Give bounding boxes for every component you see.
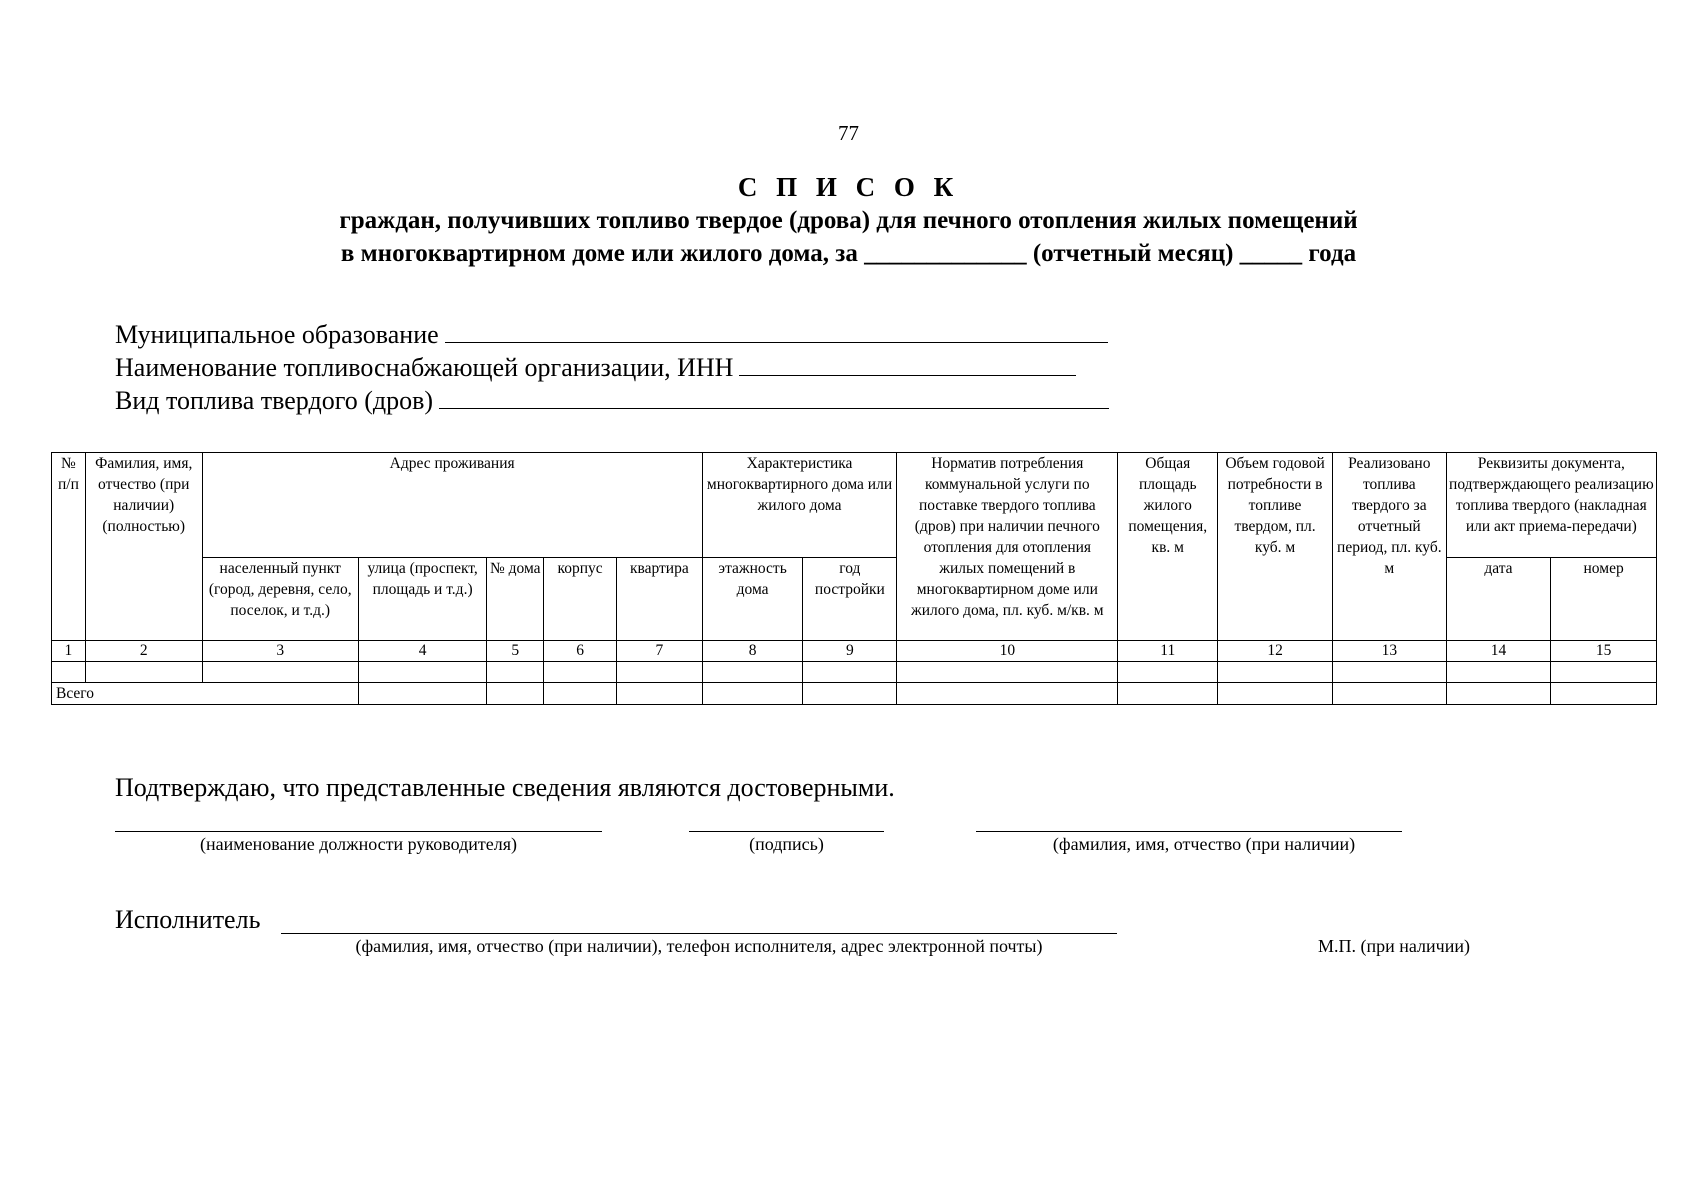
table-cell[interactable]	[487, 683, 544, 705]
col-num: 10	[897, 641, 1118, 662]
table-cell[interactable]	[1332, 683, 1446, 705]
header-norm: Норматив потребления коммунальной услуги по поставке твердого топлива (дров) при наличии печного отопления для отопления жилых помещений в многоквартирном доме или жилого дома, пл. куб. м/кв. м	[897, 453, 1118, 641]
header-sold: Реализовано топлива твердого за отчетный период, пл. куб. м	[1332, 453, 1446, 641]
table-row	[52, 662, 1657, 683]
table-cell[interactable]	[897, 683, 1118, 705]
table-cell[interactable]	[1118, 683, 1218, 705]
col-num: 8	[702, 641, 803, 662]
fuel-type-blank[interactable]	[439, 386, 1109, 409]
municipality-field	[115, 320, 1108, 350]
table-cell[interactable]	[803, 683, 897, 705]
header-num: № п/п	[52, 453, 86, 641]
table-cell[interactable]	[1446, 662, 1551, 683]
document-subtitle-line1: граждан, получивших топливо твердое (дрова) для печного отопления жилых помещений	[339, 207, 1358, 234]
stamp-placeholder: М.П. (при наличии)	[1318, 936, 1470, 956]
header-house: № дома	[487, 558, 544, 641]
total-row	[52, 683, 1657, 705]
supplier-label: Наименование топливоснабжающей организации, ИНН	[115, 353, 734, 382]
header-floors: этажность дома	[702, 558, 803, 641]
header-annual: Объем годовой потребности в топливе твердом, пл. куб. м	[1218, 453, 1333, 641]
table-cell[interactable]	[1218, 662, 1333, 683]
col-num: 11	[1118, 641, 1218, 662]
executor-label: Исполнитель	[115, 905, 261, 934]
table-cell[interactable]	[702, 683, 803, 705]
col-num: 1	[52, 641, 86, 662]
header-name: Фамилия, имя, отчество (при наличии) (полностью)	[85, 453, 202, 641]
table-cell[interactable]	[358, 683, 486, 705]
header-locality: населенный пункт (город, деревня, село, поселок, и т.д.)	[202, 558, 358, 641]
signature-line[interactable]	[689, 830, 884, 832]
col-num: 13	[1332, 641, 1446, 662]
position-signature-line[interactable]	[115, 830, 602, 832]
table-cell[interactable]	[1118, 662, 1218, 683]
full-name-signature-line[interactable]	[976, 830, 1402, 832]
table-cell[interactable]	[544, 683, 617, 705]
table-cell[interactable]	[1551, 683, 1657, 705]
col-num: 4	[358, 641, 486, 662]
table-cell[interactable]	[1218, 683, 1333, 705]
col-num: 2	[85, 641, 202, 662]
table-cell[interactable]	[544, 662, 617, 683]
table-cell[interactable]	[897, 662, 1118, 683]
signature-caption: (подпись)	[749, 834, 824, 854]
header-building: корпус	[544, 558, 617, 641]
fuel-type-field	[115, 386, 1109, 416]
table-cell[interactable]	[1446, 683, 1551, 705]
header-document: Реквизиты документа, подтверждающего реализацию топлива твердого (накладная или акт приема-передачи)	[1446, 453, 1656, 558]
table-cell[interactable]	[616, 683, 702, 705]
municipality-blank[interactable]	[445, 320, 1108, 343]
table-cell[interactable]	[487, 662, 544, 683]
col-num: 7	[616, 641, 702, 662]
header-year: год постройки	[803, 558, 897, 641]
col-num: 3	[202, 641, 358, 662]
municipality-label: Муниципальное образование	[115, 320, 439, 349]
table-cell[interactable]	[202, 662, 358, 683]
col-num: 14	[1446, 641, 1551, 662]
column-number-row	[52, 641, 1657, 662]
document-title: С П И С О К	[737, 172, 960, 202]
header-number: номер	[1551, 558, 1657, 641]
header-apartment: квартира	[616, 558, 702, 641]
supplier-field	[115, 353, 1076, 383]
header-street: улица (проспект, площадь и т.д.)	[358, 558, 486, 641]
executor-caption: (фамилия, имя, отчество (при наличии), телефон исполнителя, адрес электронной почты)	[355, 936, 1043, 956]
col-num: 15	[1551, 641, 1657, 662]
supplier-blank[interactable]	[739, 353, 1076, 376]
full-name-caption: (фамилия, имя, отчество (при наличии)	[1052, 834, 1356, 854]
table-cell[interactable]	[52, 662, 86, 683]
table-cell[interactable]	[85, 662, 202, 683]
header-area: Общая площадь жилого помещения, кв. м	[1118, 453, 1218, 641]
header-address: Адрес проживания	[202, 453, 702, 558]
position-caption: (наименование должности руководителя)	[199, 834, 518, 854]
citizens-table	[51, 452, 1657, 705]
table-cell[interactable]	[616, 662, 702, 683]
table-cell[interactable]	[1551, 662, 1657, 683]
header-date: дата	[1446, 558, 1551, 641]
fuel-type-label: Вид топлива твердого (дров)	[115, 386, 434, 415]
document-subtitle-line2: в многоквартирном доме или жилого дома, за _____________ (отчетный месяц) _____ года	[340, 240, 1357, 267]
total-label: Всего	[52, 683, 359, 705]
table-cell[interactable]	[702, 662, 803, 683]
page-number: 77	[838, 121, 859, 145]
header-characteristics: Характеристика многоквартирного дома или жилого дома	[702, 453, 897, 558]
executor-line[interactable]	[281, 932, 1117, 934]
confirmation-text: Подтверждаю, что представленные сведения являются достоверными.	[115, 773, 895, 802]
col-num: 12	[1218, 641, 1333, 662]
col-num: 6	[544, 641, 617, 662]
table-cell[interactable]	[1332, 662, 1446, 683]
col-num: 9	[803, 641, 897, 662]
table-cell[interactable]	[358, 662, 486, 683]
table-cell[interactable]	[803, 662, 897, 683]
col-num: 5	[487, 641, 544, 662]
